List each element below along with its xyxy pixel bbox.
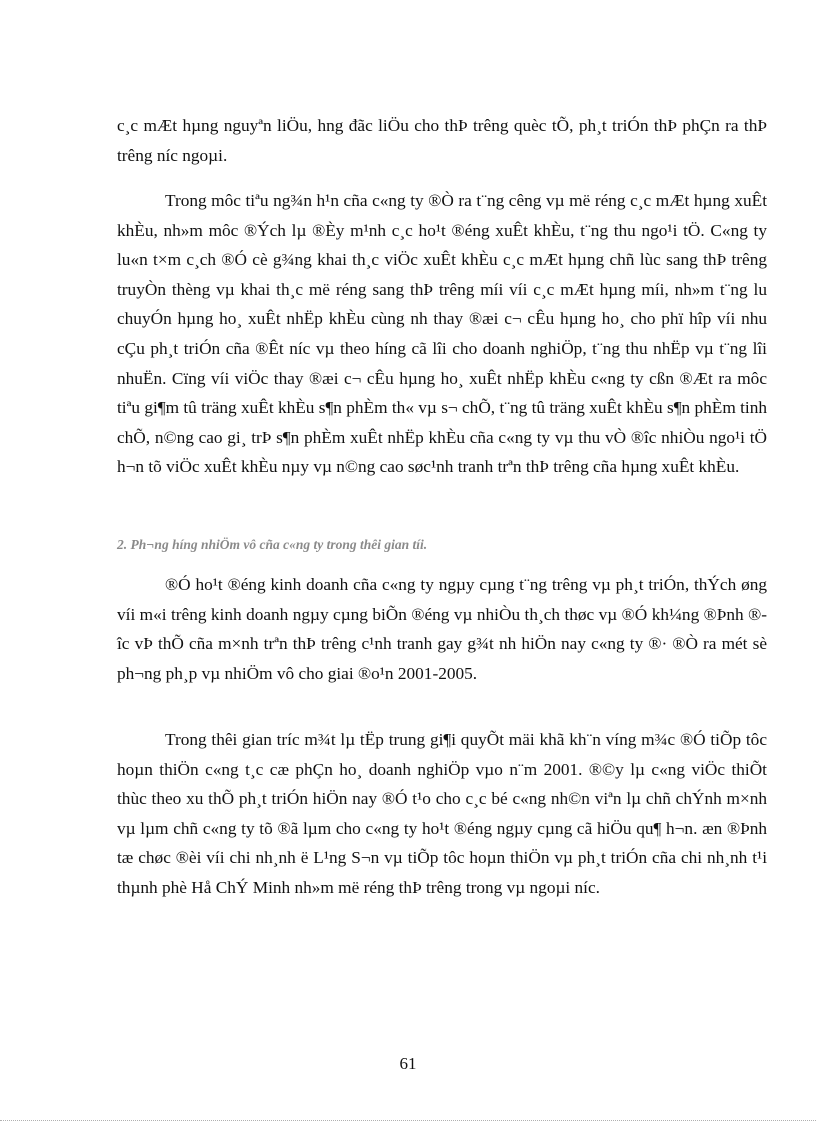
page-number: 61 <box>399 1054 417 1073</box>
page-bottom-divider <box>0 1120 816 1121</box>
paragraph-business-development: ®Ó ho¹t ®éng kinh doanh cña c«ng ty ngµy cµng t¨ng trêng vµ ph¸t triÓn, thÝch øng víi m«i trêng kinh doanh ngµy cµng biÕn ®éng vµ nhiÒu th¸ch thøc vµ ®Ó kh¼ng ®Þnh ®îc vÞ thÕ cña m×nh trªn thÞ trêng c¹nh tranh gay g¾t nh hiÖn nay c«ng ty ®· ®Ò ra mét sè ph¬ng ph¸p vµ nhiÖm vô cho giai ®o¹n 2001-2005. <box>117 575 767 683</box>
paragraph-immediate-tasks: Trong thêi gian tríc m¾t lµ tËp trung gi¶i quyÕt mäi khã kh¨n víng m¾c ®Ó tiÕp tôc hoµn thiÖn c«ng t¸c cæ phÇn ho¸ doanh nghiÖp vµo n¨m 2001. ®©y lµ c«ng viÖc thiÕt thùc theo xu thÕ ph¸t triÓn hiÖn nay ®Ó t¹o cho c¸c bé c«ng nh©n viªn lµ chñ chÝnh m×nh vµ lµm chñ c«ng ty tõ ®ã lµm cho c«ng ty ho¹t ®éng ngµy cµng cã hiÖu qu¶ h¬n. æn ®Þnh tæ chøc ®èi víi chi nh¸nh ë L¹ng S¬n vµ tiÕp tôc hoµn thiÖn vµ ph¸t triÓn cña chi nh¸nh t¹i thµnh phè Hå ChÝ Minh nh»m më réng thÞ trêng trong vµ ngoµi níc. <box>117 730 767 897</box>
paragraph-intro-continuation: c¸c mÆt hµng nguyªn liÖu, hng đãc liÖu cho thÞ trêng quèc tÕ, ph¸t triÓn thÞ phÇn ra thÞ trêng níc ngoµi. <box>117 116 767 165</box>
paragraph-short-term-goals: Trong môc tiªu ng¾n h¹n cña c«ng ty ®Ò ra t¨ng cêng vµ më réng c¸c mÆt hµng xuÊt khÈu, nh»m môc ®Ých lµ ®Èy m¹nh c¸c ho¹t ®éng xuÊt khÈu, t¨ng thu ngo¹i tÖ. C«ng ty lu«n t×m c¸ch ®Ó cè g¾ng khai th¸c viÖc xuÊt khÈu c¸c mÆt hµng chñ lùc sang thÞ trêng truyÒn thèng vµ khai th¸c më réng sang thÞ trêng míi víi c¸c mÆt hµng míi, nh»m t¨ng lu chuyÓn hµng ho¸ xuÊt nhËp khÈu cùng nh thay ®æi c¬ cÊu hµng ho¸ cho phï hîp víi nhu cÇu ph¸t triÓn cña ®Êt níc vµ theo híng cã lîi cho doanh nghiÖp, t¨ng thu nhËp vµ t¨ng lîi nhuËn. Cïng víi viÖc thay ®æi c¬ cÊu hµng ho¸ xuÊt nhËp khÈu c«ng ty cßn ®Æt ra môc tiªu gi¶m tû träng xuÊt khÈu s¶n phÈm th« vµ s¬ chÕ, t¨ng tû träng xuÊt khÈu s¶n phÈm tinh chÕ, n©ng cao gi¸ trÞ s¶n phÈm xuÊt nhËp khÈu cña c«ng ty vµ thu vÒ ®îc nhiÒu ngo¹i tÖ h¬n tõ viÖc xuÊt khÈu nµy vµ n©ng cao søc¹nh tranh trªn thÞ trêng cña hµng xuÊt khÈu. <box>117 191 767 477</box>
section-heading: 2. Ph¬ng híng nhiÖm vô cña c«ng ty trong thêi gian tíi. <box>117 537 428 552</box>
